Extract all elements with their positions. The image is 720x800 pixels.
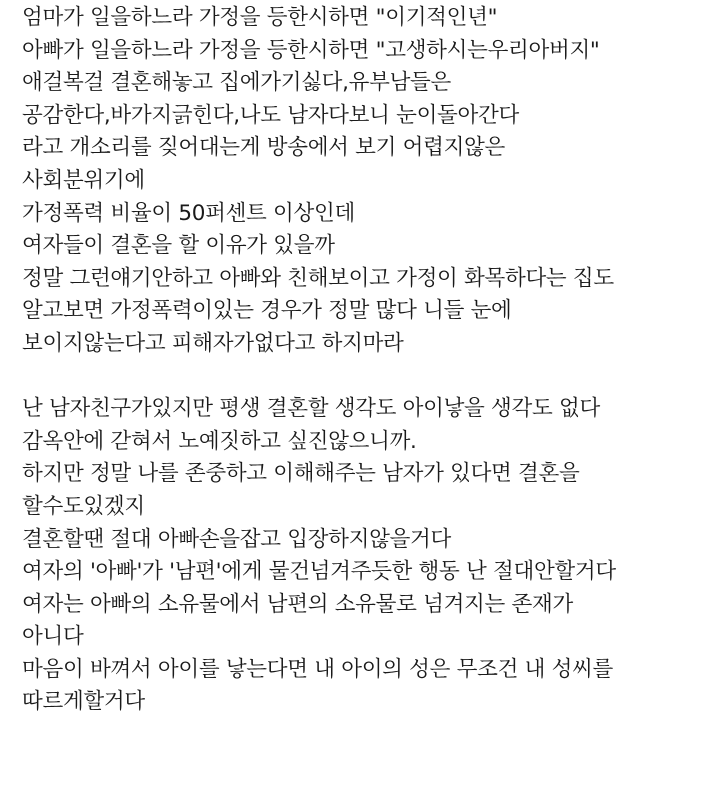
text-line: 아니다 <box>22 624 84 650</box>
text-line: 공감한다,바가지긁힌다,나도 남자다보니 눈이돌아간다 <box>22 102 519 128</box>
text-line: 할수도있겠지 <box>22 493 145 519</box>
text-line: 애걸복걸 결혼해놓고 집에가기싫다,유부남들은 <box>22 70 451 96</box>
text-line: 마음이 바껴서 아이를 낳는다면 내 아이의 성은 무조건 내 성씨를 <box>22 656 614 682</box>
text-line: 아빠가 일을하느라 가정을 등한시하면 "고생하시는우리아버지" <box>22 37 600 63</box>
text-line: 여자는 아빠의 소유물에서 남편의 소유물로 넘겨지는 존재가 <box>22 591 573 617</box>
text-line: 난 남자친구가있지만 평생 결혼할 생각도 아이낳을 생각도 없다 <box>22 396 600 422</box>
text-line: 라고 개소리를 짖어대는게 방송에서 보기 어렵지않은 <box>22 135 505 161</box>
text-line: 엄마가 일을하느라 가정을 등한시하면 "이기적인년" <box>22 5 498 30</box>
text-line: 가정폭력 비율이 50퍼센트 이상인데 <box>22 200 355 226</box>
blank-line <box>22 361 716 394</box>
text-line: 따르게할거다 <box>22 689 145 715</box>
text-line: 감옥안에 갇혀서 노예짓하고 싶진않으니까. <box>22 428 417 454</box>
text-line: 여자의 '아빠'가 '남편'에게 물건넘겨주듯한 행동 난 절대안할거다 <box>22 559 616 585</box>
text-line: 보이지않는다고 피해자가없다고 하지마라 <box>22 330 404 356</box>
text-line: 정말 그런얘기안하고 아빠와 친해보이고 가정이 화목하다는 집도 <box>22 265 614 291</box>
text-line: 여자들이 결혼을 할 이유가 있을까 <box>22 233 335 259</box>
text-line: 알고보면 가정폭력이있는 경우가 정말 많다 니들 눈에 <box>22 298 512 324</box>
text-line: 사회분위기에 <box>22 167 145 193</box>
text-line: 하지만 정말 나를 존중하고 이해해주는 남자가 있다면 결혼을 <box>22 461 580 487</box>
text-line: 결혼할땐 절대 아빠손을잡고 입장하지않을거다 <box>22 526 451 552</box>
